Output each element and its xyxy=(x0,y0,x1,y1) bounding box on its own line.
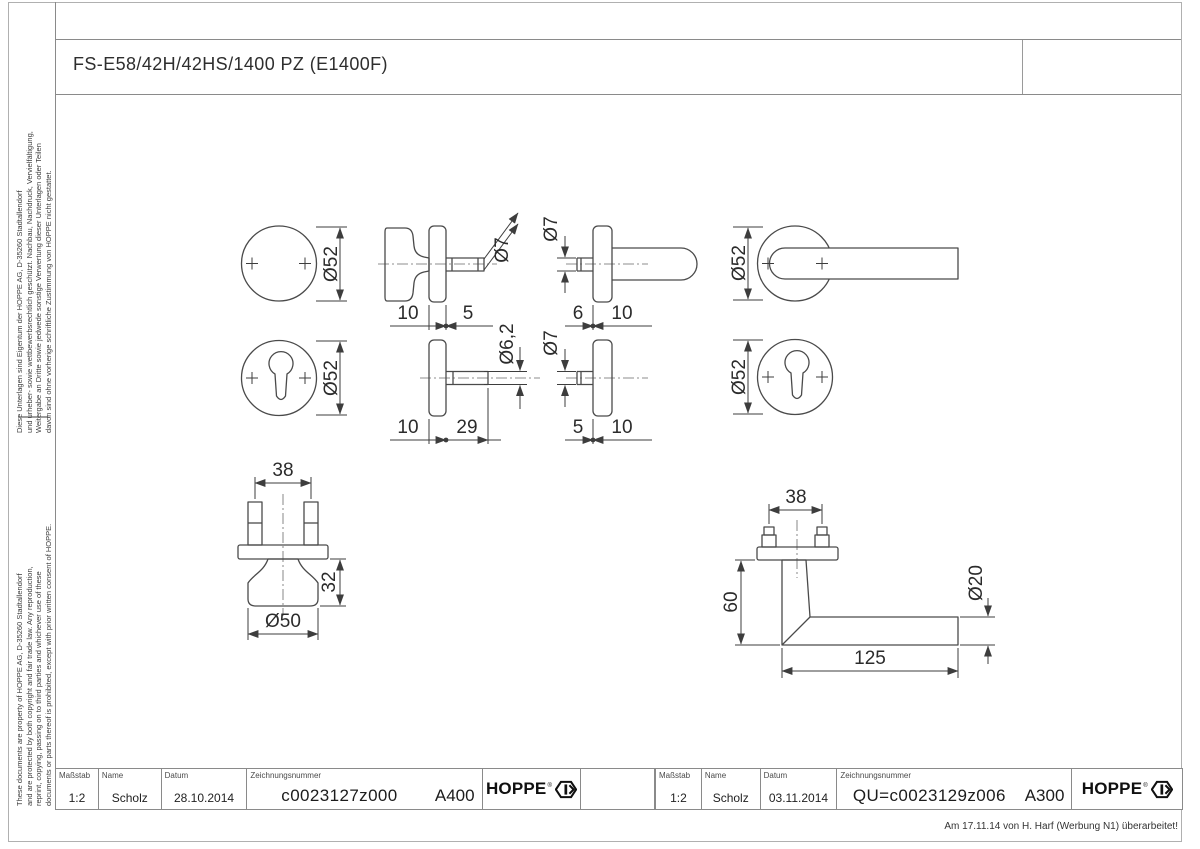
scale-cell xyxy=(56,769,98,809)
scale-cell xyxy=(656,769,701,809)
dim-label: 5 xyxy=(572,417,584,438)
revision-index: A300 xyxy=(1024,786,1065,805)
hoppe-hexagon-icon xyxy=(555,780,577,799)
dim-label-lever-diameter: Ø20 xyxy=(966,565,987,601)
dim-label: 29 xyxy=(456,417,478,438)
dim-label-spindle-diameter: Ø7 xyxy=(541,330,562,356)
drawing-number-cell xyxy=(836,769,1071,809)
drawing-number-label: Zeichnungsnummer xyxy=(840,771,912,780)
hoppe-logo-text: HOPPE xyxy=(485,779,547,798)
legal-notice-english: These documents are property of HOPPE AG, D-35260 Stadtallendorf and are protected by both copyright and fair trade law. Any reproduction, reprint, copying, passing on to third parties and whichever use of these documents or parts thereof is prohibited, except with prior written consent of HOPPE. xyxy=(15,523,53,806)
legal-notice-german: Diese Unterlagen sind Eigentum der HOPPE AG, D-35260 Stadtallendorf und urheber- sowie wettbewerbsrechtlich geschützt. Nachbau, Nachdruck, Vervielfältigung, Weitergabe an Dritte sowie jedwede sonstige Verwertung dieser Unterlagen oder Teilen davon sind ohne vorherige schriftliche Zustimmung von HOPPE nicht gestattet. xyxy=(15,131,53,433)
dim-label: 32 xyxy=(319,571,340,593)
view-lever-side-top xyxy=(541,216,697,330)
dim-label: 6 xyxy=(572,303,584,324)
name-value: Scholz xyxy=(111,791,148,805)
dim-label-spindle-diameter: Ø7 xyxy=(492,237,513,263)
dim-label: 38 xyxy=(785,487,807,508)
page-title: FS-E58/42H/42HS/1400 PZ (E1400F) xyxy=(73,54,388,74)
view-rose-side-pin xyxy=(390,323,540,444)
view-rose-front-pz xyxy=(242,341,348,416)
revision-index: A400 xyxy=(434,786,475,805)
dim-label-knob-diameter: Ø50 xyxy=(265,611,301,632)
brand-cell xyxy=(482,769,581,809)
dim-label: 38 xyxy=(272,460,294,481)
date-cell xyxy=(161,769,247,809)
dim-label: 10 xyxy=(611,303,633,324)
dim-label-pin-diameter: Ø6,2 xyxy=(497,323,518,365)
view-rose-side-spindle xyxy=(541,330,652,444)
scale-value: 1:2 xyxy=(670,791,687,805)
revision-note: Am 17.11.14 von H. Harf (Werbung N1) überarbeitet! xyxy=(944,821,1178,832)
dim-label-spindle-diameter: Ø7 xyxy=(541,216,562,242)
registered-mark: ® xyxy=(547,782,552,789)
name-label: Name xyxy=(101,771,124,780)
dim-label: 10 xyxy=(397,417,419,438)
registered-mark: ® xyxy=(1143,782,1148,789)
date-value: 28.10.2014 xyxy=(173,791,235,805)
scale-value: 1:2 xyxy=(68,791,86,805)
dim-label-rose-diameter: Ø52 xyxy=(321,360,342,396)
title-block-right xyxy=(655,768,1183,810)
hoppe-logo-text: HOPPE xyxy=(1081,779,1143,798)
drawing-number-label: Zeichnungsnummer xyxy=(250,771,322,780)
dim-label: 5 xyxy=(462,303,474,324)
date-cell xyxy=(760,769,837,809)
view-lever-handle-side xyxy=(721,487,995,678)
date-value: 03.11.2014 xyxy=(768,791,829,805)
date-label: Datum xyxy=(763,771,788,780)
dim-label-rose-diameter: Ø52 xyxy=(729,245,750,281)
view-lever-front xyxy=(729,226,958,301)
dim-label: 10 xyxy=(611,417,633,438)
drawing-number-value: QU=c0023129z006 xyxy=(852,786,1006,805)
scale-label: Maßstab xyxy=(59,771,91,780)
dim-label: 125 xyxy=(854,648,886,669)
view-rose-front-pz-right xyxy=(729,340,833,415)
scale-label: Maßstab xyxy=(659,771,691,780)
brand-cell xyxy=(1071,769,1182,809)
name-cell xyxy=(701,769,760,809)
dim-label: 60 xyxy=(721,591,742,613)
dim-label-rose-diameter: Ø52 xyxy=(321,246,342,282)
name-cell xyxy=(98,769,161,809)
view-knob-side xyxy=(378,213,518,330)
name-label: Name xyxy=(704,771,727,780)
drawing-number-value: c0023127z000 xyxy=(281,786,398,805)
dim-label: 10 xyxy=(397,303,419,324)
date-label: Datum xyxy=(164,771,189,780)
drawing-number-cell xyxy=(246,769,481,809)
dim-label-rose-diameter: Ø52 xyxy=(729,359,750,395)
hoppe-hexagon-icon xyxy=(1151,780,1173,799)
view-knob-front xyxy=(238,460,346,640)
title-block-left xyxy=(55,768,655,810)
empty-cell xyxy=(580,769,654,809)
name-value: Scholz xyxy=(712,791,749,805)
view-rose-front-plain xyxy=(242,226,348,301)
